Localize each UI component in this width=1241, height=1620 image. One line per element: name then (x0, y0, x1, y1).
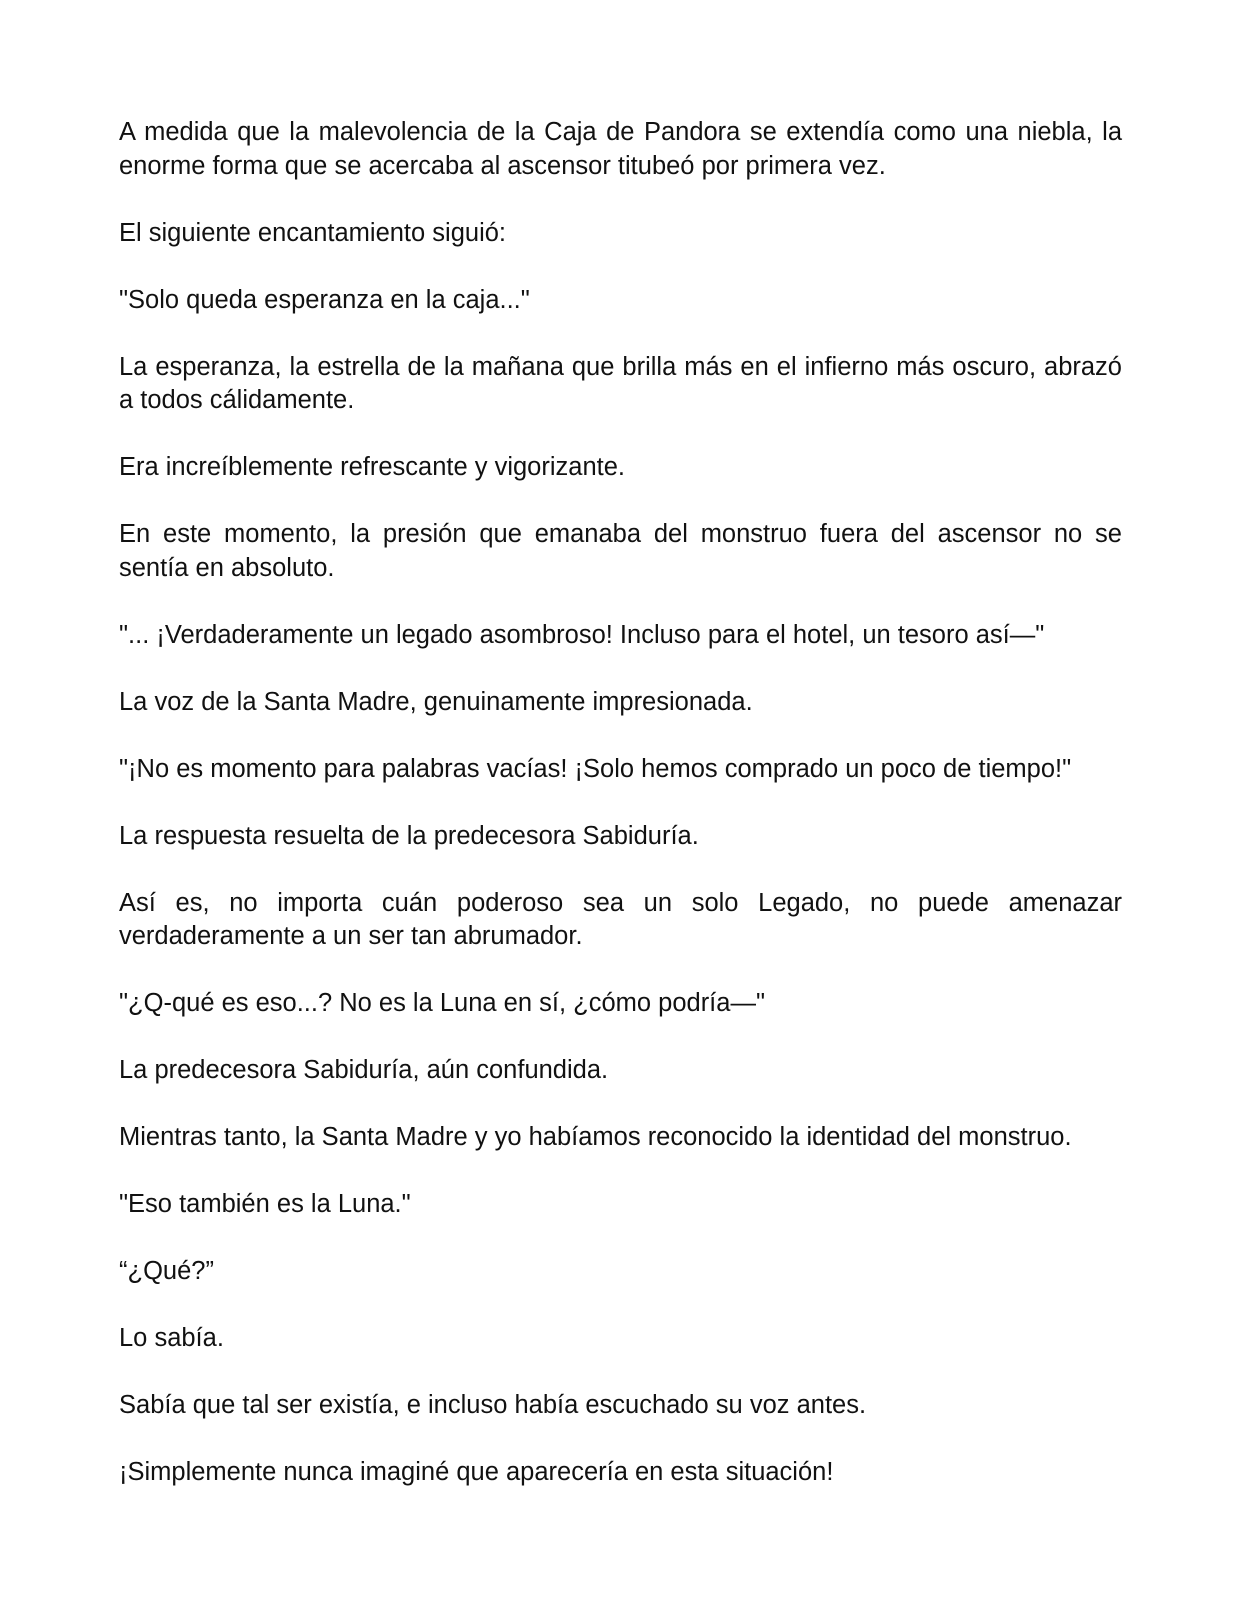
paragraph-5: Era increíblemente refrescante y vigorizante. (119, 453, 625, 481)
paragraph-3: "Solo queda esperanza en la caja..." (119, 285, 530, 314)
paragraph-13: La predecesora Sabiduría, aún confundida. (119, 1056, 609, 1084)
paragraph-10: La respuesta resuelta de la predecesora Sabiduría. (119, 821, 699, 850)
paragraph-19: ¡Simplemente nunca imaginé que aparecería en esta situación! (119, 1458, 834, 1486)
paragraph-12: "¿Q-qué es eso...? No es la Luna en sí, ¿cómo podría—" (119, 989, 766, 1017)
body-text (119, 116, 1122, 1490)
paragraph-15: "Eso también es la Luna." (119, 1190, 411, 1218)
paragraph-2: El siguiente encantamiento siguió: (119, 218, 506, 247)
paragraph-4: La esperanza, la estrella de la mañana que brilla más en el infierno más oscuro, abrazó a todos cálidamente. (119, 352, 1122, 414)
paragraph-1: A medida que la malevolencia de la Caja de Pandora se extendía como una niebla, la enorme forma que se acercaba al ascensor titubeó por primera vez. (119, 118, 1122, 180)
paragraph-8: La voz de la Santa Madre, genuinamente impresionada. (119, 687, 753, 716)
paragraph-18: Sabía que tal ser existía, e incluso había escuchado su voz antes. (119, 1391, 867, 1419)
paragraph-9: "¡No es momento para palabras vacías! ¡Solo hemos comprado un poco de tiempo!" (119, 754, 1072, 783)
paragraph-11: Así es, no importa cuán poderoso sea un solo Legado, no puede amenazar verdaderamente a un ser tan abrumador. (119, 888, 1122, 950)
paragraph-16: “¿Qué?” (119, 1257, 214, 1285)
paragraph-14: Mientras tanto, la Santa Madre y yo habíamos reconocido la identidad del monstruo. (119, 1123, 1072, 1151)
paragraph-6: En este momento, la presión que emanaba del monstruo fuera del ascensor no se sentía en absoluto. (119, 520, 1122, 582)
paragraph-17: Lo sabía. (119, 1324, 224, 1352)
paragraph-7: "... ¡Verdaderamente un legado asombroso! Incluso para el hotel, un tesoro así—" (119, 620, 1045, 649)
